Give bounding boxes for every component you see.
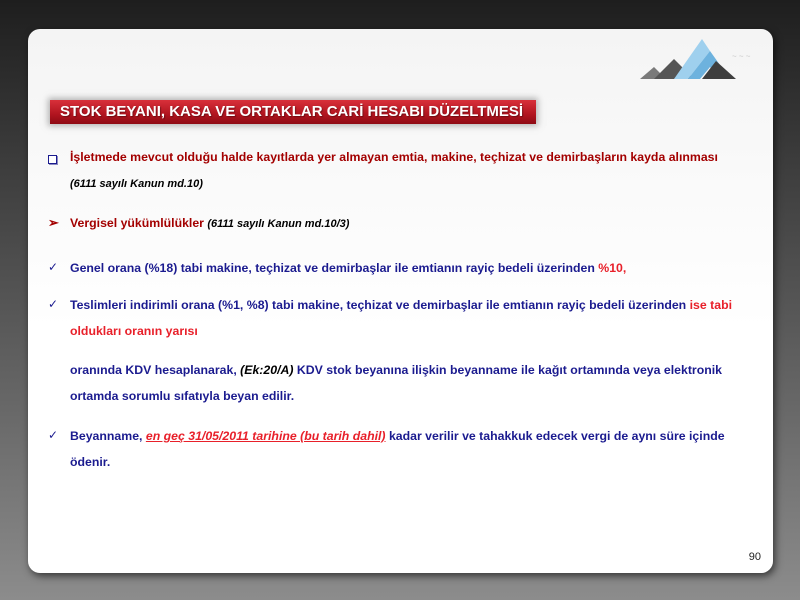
- item-4-text: Teslimleri indirimli orana (%1, %8) tabi makine, teçhizat ve demirbaşlar ile emtianın rayiç bedeli üzerinden: [70, 298, 687, 312]
- item-5-text: KDV stok beyanına ilişkin beyanname ile kağıt ortamında veya elektronik ortamda sorumlu sıfatıyla beyan edilir.: [70, 363, 722, 403]
- item-6-highlight: en geç 31/05/2011 tarihine (bu tarih dahil): [145, 429, 386, 443]
- item-3-text: Genel orana (%18) tabi makine, teçhizat ve demirbaşlar ile emtianın rayiç bedeli üzerinden: [70, 261, 595, 275]
- arrow-bullet-icon: ➢: [48, 215, 59, 230]
- item-2-ref: (6111 sayılı Kanun md.10/3): [207, 218, 350, 230]
- check-bullet-icon: ✓: [48, 297, 59, 311]
- item-5-ref: (Ek:20/A): [240, 363, 294, 377]
- item-2-lead: Vergisel yükümlülükler: [70, 216, 204, 230]
- item-3-highlight: %10,: [598, 261, 627, 275]
- slide: [28, 29, 773, 573]
- item-6-text: kadar verilir ve tahakkuk edecek vergi de aynı süre içinde ödenir.: [70, 429, 725, 469]
- svg-text:~ ~ ~: ~ ~ ~: [732, 52, 751, 61]
- company-logo-icon: [640, 39, 772, 85]
- item-1-ref: (6111 sayılı Kanun md.10): [70, 178, 203, 190]
- check-bullet-icon: ✓: [48, 260, 59, 274]
- item-5-pre: oranında KDV hesaplanarak,: [70, 363, 237, 377]
- page-number: 90: [748, 551, 761, 563]
- item-4-highlight: ise tabi oldukları oranın yarısı: [70, 298, 732, 338]
- square-bullet-icon: [48, 152, 57, 167]
- item-1-lead: İşletmede mevcut olduğu halde kayıtlarda yer almayan emtia, makine, teçhizat ve demirbaşların kayda alınması: [70, 150, 718, 164]
- slide-title: STOK BEYANI, KASA VE ORTAKLAR CARİ HESABI DÜZELTMESİ: [60, 103, 524, 120]
- check-bullet-icon: ✓: [48, 428, 59, 442]
- item-6-pre: Beyanname,: [70, 429, 143, 443]
